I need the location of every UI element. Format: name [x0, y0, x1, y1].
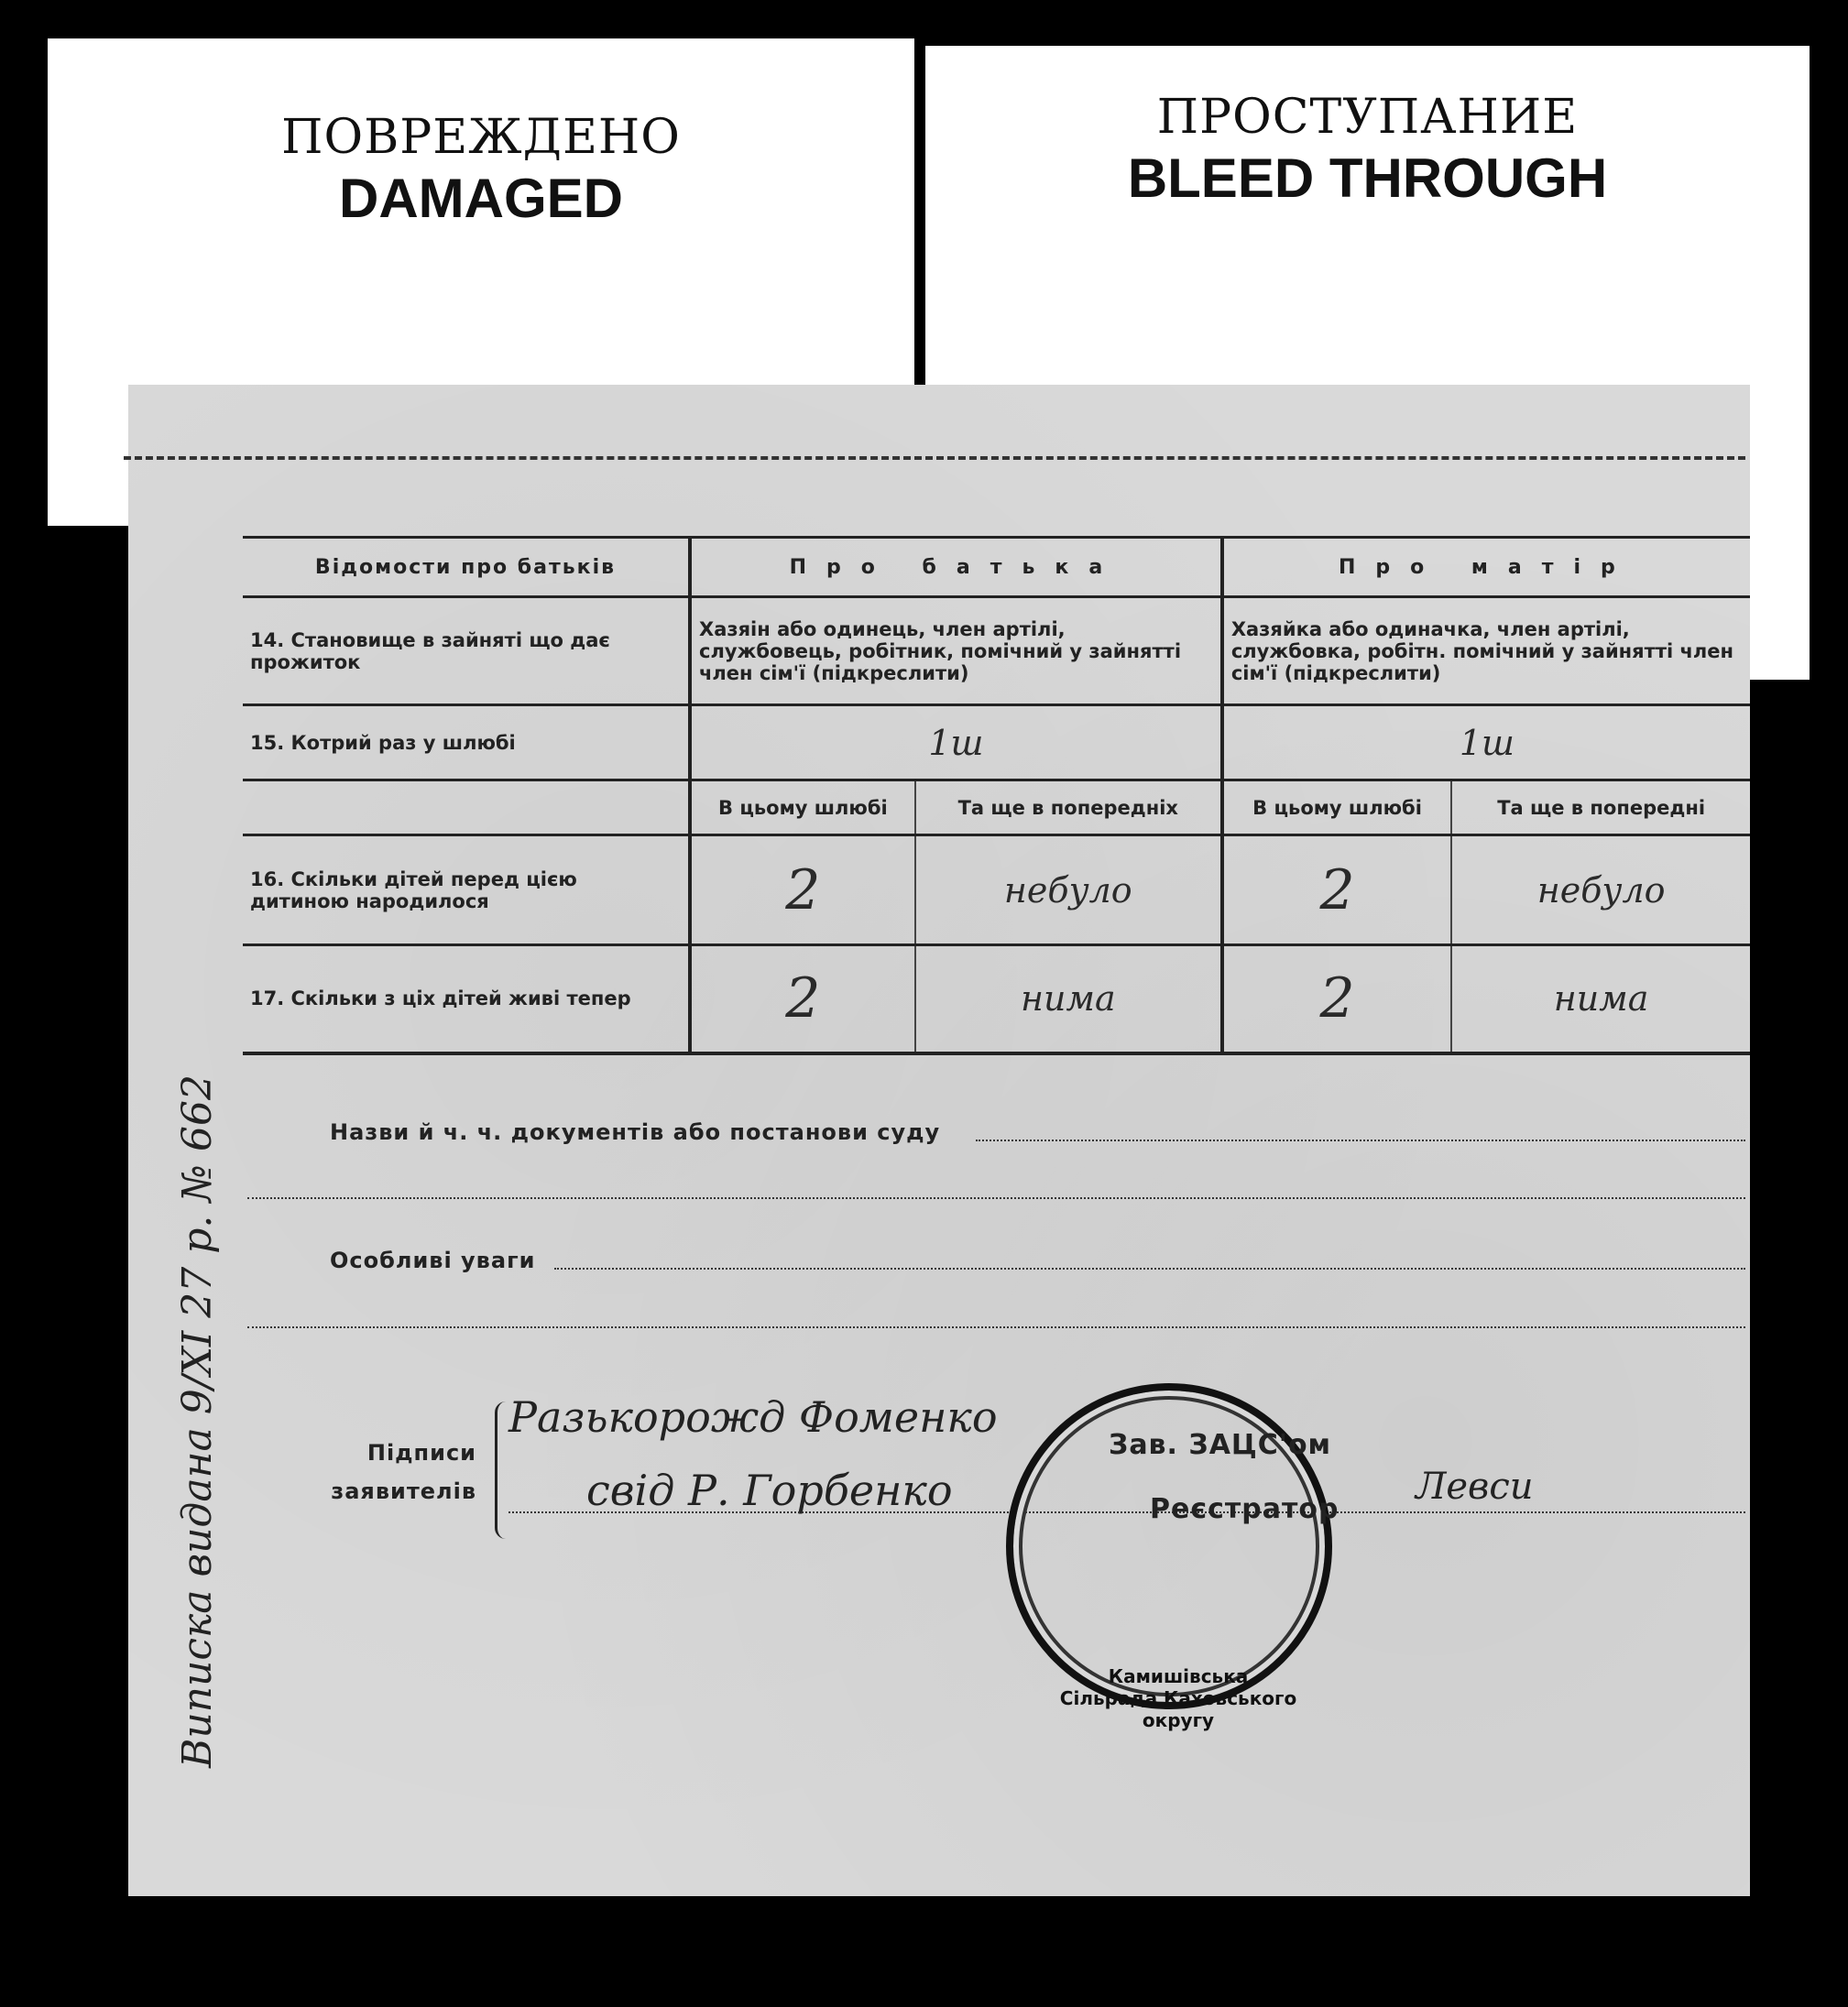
signature-line-2: свід Р. Горбенко: [586, 1466, 953, 1515]
sub-empty: [243, 780, 690, 835]
row14-text: Становище в зайняті що дає прожиток: [250, 628, 610, 673]
row17-label: [243, 945, 690, 1053]
parents-info-table: [243, 536, 1750, 1055]
damaged-lat-label: DAMAGED: [339, 168, 623, 229]
row17-num: 17.: [250, 987, 285, 1010]
row15-mother: 1ш: [1222, 705, 1750, 780]
bleed-lat-label: BLEED THROUGH: [1127, 147, 1608, 209]
row17-text: Скільки з ціх дітей живі тепер: [290, 987, 631, 1010]
stamp-text: Камишівська Сільрада Каховського округу: [1059, 1665, 1297, 1731]
row17-mother-this: 2: [1222, 945, 1451, 1053]
sub-father-prev: Та ще в попередніх: [915, 780, 1222, 835]
row15-label: [243, 705, 690, 780]
header-father: Про батька: [690, 538, 1222, 597]
sub-father-this: В цьому шлюбі: [690, 780, 915, 835]
row17-father-prev: нима: [915, 945, 1222, 1053]
registrar-label: Реєстратор: [1150, 1493, 1340, 1525]
row16-father-this: 2: [690, 835, 915, 945]
notes-dotted-line-2: [247, 1326, 1745, 1328]
row16-text: Скільки дітей перед цією дитиною народилося: [250, 867, 577, 912]
perforation-line: [124, 456, 1745, 460]
row14-label: [243, 597, 690, 705]
row16-label: [243, 835, 690, 945]
documents-dotted-line-2: [247, 1197, 1745, 1199]
documents-label: Назви й ч. ч. документів або постанови суду: [330, 1119, 941, 1145]
documents-dotted-line: [976, 1140, 1745, 1141]
row15-text: Котрий раз у шлюбі: [290, 731, 516, 754]
sub-mother-this: В цьому шлюбі: [1222, 780, 1451, 835]
row17-father-this: 2: [690, 945, 915, 1053]
notes-dotted-line: [554, 1268, 1745, 1270]
header-col0: Відомости про батьків: [243, 538, 690, 597]
row14-mother: Хазяйка або одиначка, член артілі, службовка, робітн. помічний у зайнятті член сім'ї (підкреслити): [1222, 597, 1750, 705]
row16-mother-prev: небуло: [1451, 835, 1750, 945]
row16-mother-this: 2: [1222, 835, 1451, 945]
signatures-label: Підписи заявителів: [331, 1440, 476, 1504]
header-mother: Про матір: [1222, 538, 1750, 597]
head-label: Зав. ЗАЦС'ом: [1109, 1429, 1332, 1461]
row14-father: Хазяін або одинець, член артілі, службовець, робітник, помічний у зайнятті член сім'ї (підкреслити): [690, 597, 1222, 705]
head-signature: Левси: [1416, 1466, 1534, 1508]
row17-mother-prev: нима: [1451, 945, 1750, 1053]
row16-father-prev: небуло: [915, 835, 1222, 945]
sub-mother-prev: Та ще в попередні: [1451, 780, 1750, 835]
row16-num: 16.: [250, 867, 285, 890]
margin-note: Виписка видана 9/XI 27 р. № 662: [174, 1074, 221, 1768]
row15-num: 15.: [250, 731, 285, 754]
row14-num: 14.: [250, 628, 285, 651]
signature-line-1: Разькорожд Фоменко: [508, 1392, 998, 1442]
bleed-cyr-label: ПРОСТУПАНИЕ: [1156, 90, 1579, 145]
damaged-cyr-label: ПОВРЕЖДЕНО: [281, 110, 681, 165]
row15-father: 1ш: [690, 705, 1222, 780]
notes-label: Особливі уваги: [330, 1248, 536, 1273]
